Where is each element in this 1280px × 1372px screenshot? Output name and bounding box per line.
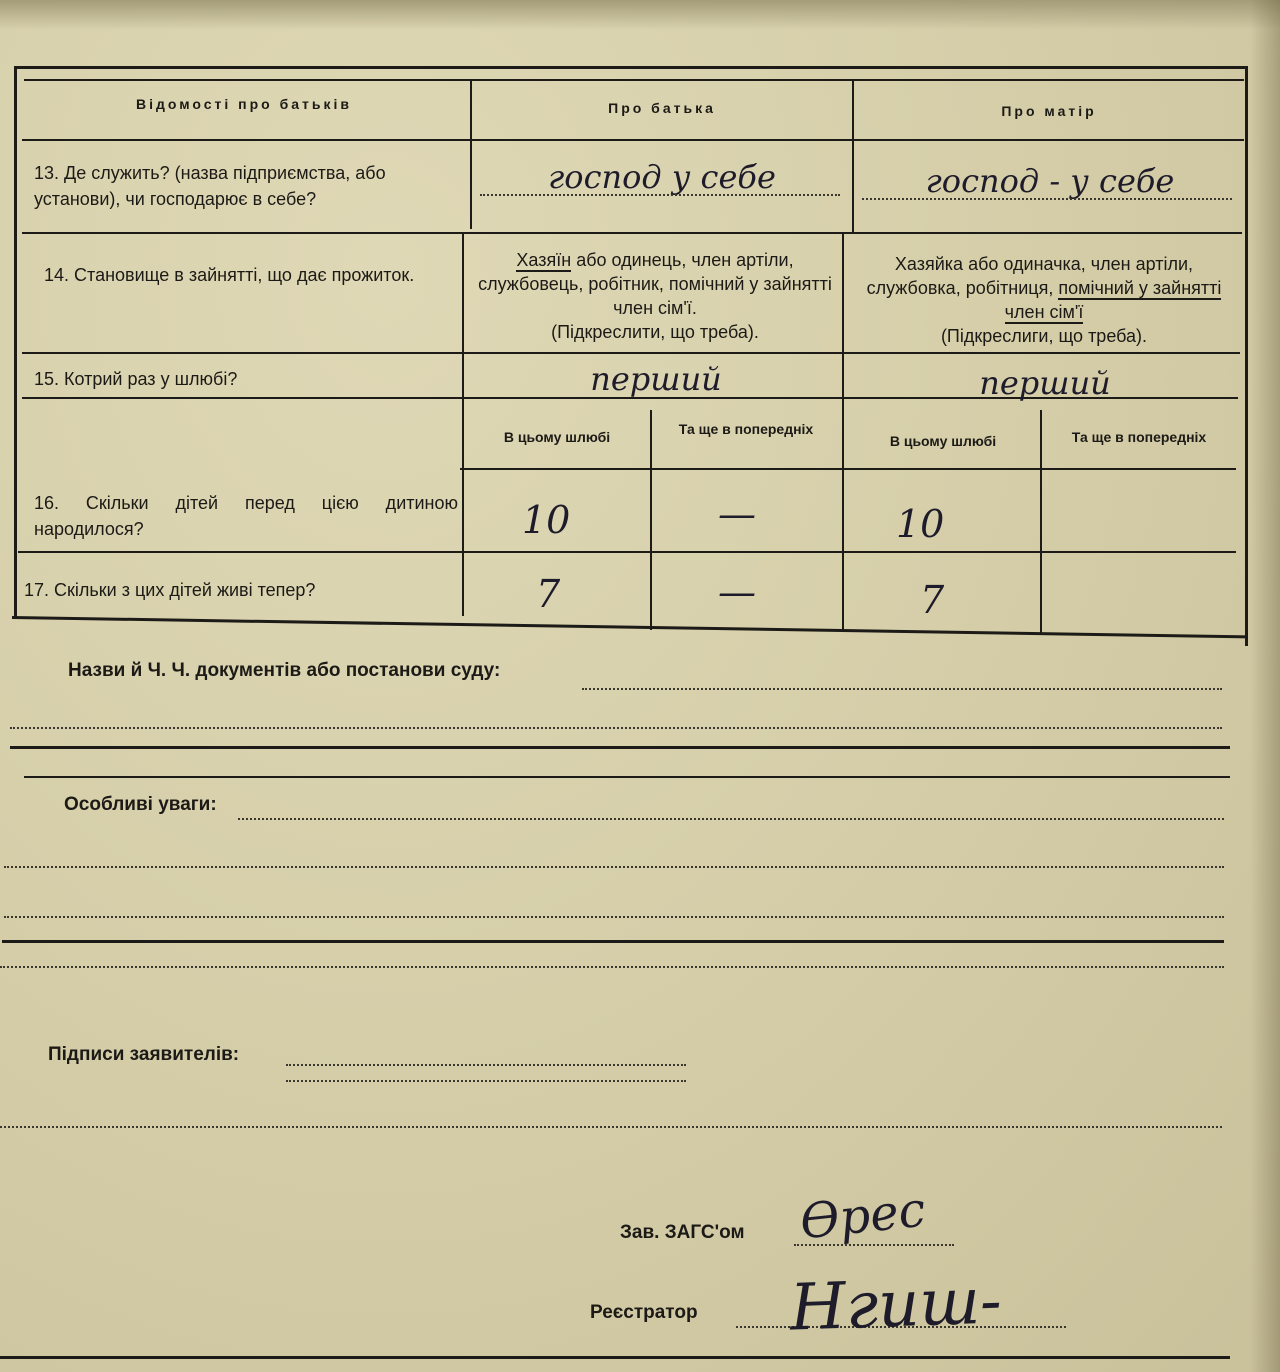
row14-father-options — [470, 248, 840, 344]
remarks-label: Особливі уваги: — [64, 794, 217, 815]
documents-line-1 — [582, 688, 1222, 690]
row16-father-this-marriage-header: В цьому шлюбі — [503, 429, 611, 445]
row14-label: 14. Становище в зайнятті, що дає прожиток. — [44, 265, 415, 285]
page-right-edge — [1250, 0, 1280, 1372]
row13-label: 13. Де служить? (назва підприємства, або установи), чи господарює в себе? — [34, 163, 386, 209]
registrar-signature: Нгиш- — [788, 1264, 1003, 1346]
row16-father-previous-header: Та ще в попередніх — [678, 421, 814, 437]
header-mother: Про матір — [1001, 103, 1097, 119]
row16-mother-previous-header: Та ще в попередніх — [1071, 429, 1207, 445]
signatures-label: Підписи заявителів: — [48, 1044, 240, 1065]
remarks-line-1 — [238, 818, 1224, 820]
signatures-line-1 — [286, 1064, 686, 1066]
row14-father-selected-option: Хазяїн — [516, 250, 572, 270]
row16-mother-this-value: 10 — [896, 502, 945, 546]
registrar-label: Реєстратор — [590, 1302, 698, 1323]
zags-head-signature: Ѳрес — [797, 1181, 928, 1251]
remarks-separator — [2, 940, 1224, 943]
documents-line-2 — [10, 727, 1222, 729]
row14-father-options-rest: або одинець, член артіли, службовець, робітник, помічний у зайнятті член сім'ї. — [478, 250, 832, 318]
row14-mother-options — [852, 252, 1236, 348]
row13-mother-value: господ - у себе — [925, 162, 1175, 200]
row13-father-fill-line — [480, 194, 840, 196]
zags-head-label: Зав. ЗАГС'ом — [620, 1222, 745, 1243]
header-father: Про батька — [608, 100, 716, 116]
page-top-edge — [0, 0, 1280, 30]
documents-label: Назви й Ч. Ч. документів або постанови суду: — [68, 660, 501, 681]
row15-label: 15. Котрий раз у шлюбі? — [34, 369, 238, 389]
documents-separator-2 — [24, 776, 1230, 778]
row16-label: 16. Скільки дітей перед цією дитиною народилося? — [34, 493, 458, 539]
row15-mother-value: перший — [979, 364, 1111, 402]
row16-father-prev-value: — — [718, 492, 756, 536]
row17-label: 17. Скільки з цих дітей живі тепер? — [24, 580, 316, 600]
row14-mother-note: (Підкреслиги, що треба). — [940, 326, 1148, 346]
row13-mother-fill-line — [862, 198, 1232, 200]
signatures-line-3 — [0, 1126, 1222, 1128]
row16-mother-this-marriage-header: В цьому шлюбі — [889, 433, 997, 449]
row15-father-value: перший — [590, 360, 722, 398]
remarks-line-2 — [4, 866, 1224, 868]
header-parents-info: Відомості про батьків — [135, 96, 353, 112]
bottom-border — [0, 1356, 1230, 1359]
row14-father-note: (Підкреслити, що треба). — [551, 322, 759, 342]
remarks-line-3 — [4, 916, 1224, 918]
row17-father-this-value: 7 — [536, 572, 561, 616]
row14-mother-options-start: Хазяйка або одиначка, член артіли, службовка, робітниця, — [866, 254, 1194, 298]
remarks-line-4 — [0, 966, 1224, 968]
row17-father-prev-value: — — [718, 570, 756, 614]
signatures-line-2 — [286, 1080, 686, 1082]
row16-father-this-value: 10 — [522, 498, 571, 542]
row14-mother-selected-option: помічний у зайнятті член сім'ї — [1004, 278, 1222, 322]
documents-separator — [10, 746, 1230, 749]
row13-father-value: господ у себе — [548, 158, 776, 196]
row17-mother-this-value: 7 — [920, 578, 945, 622]
